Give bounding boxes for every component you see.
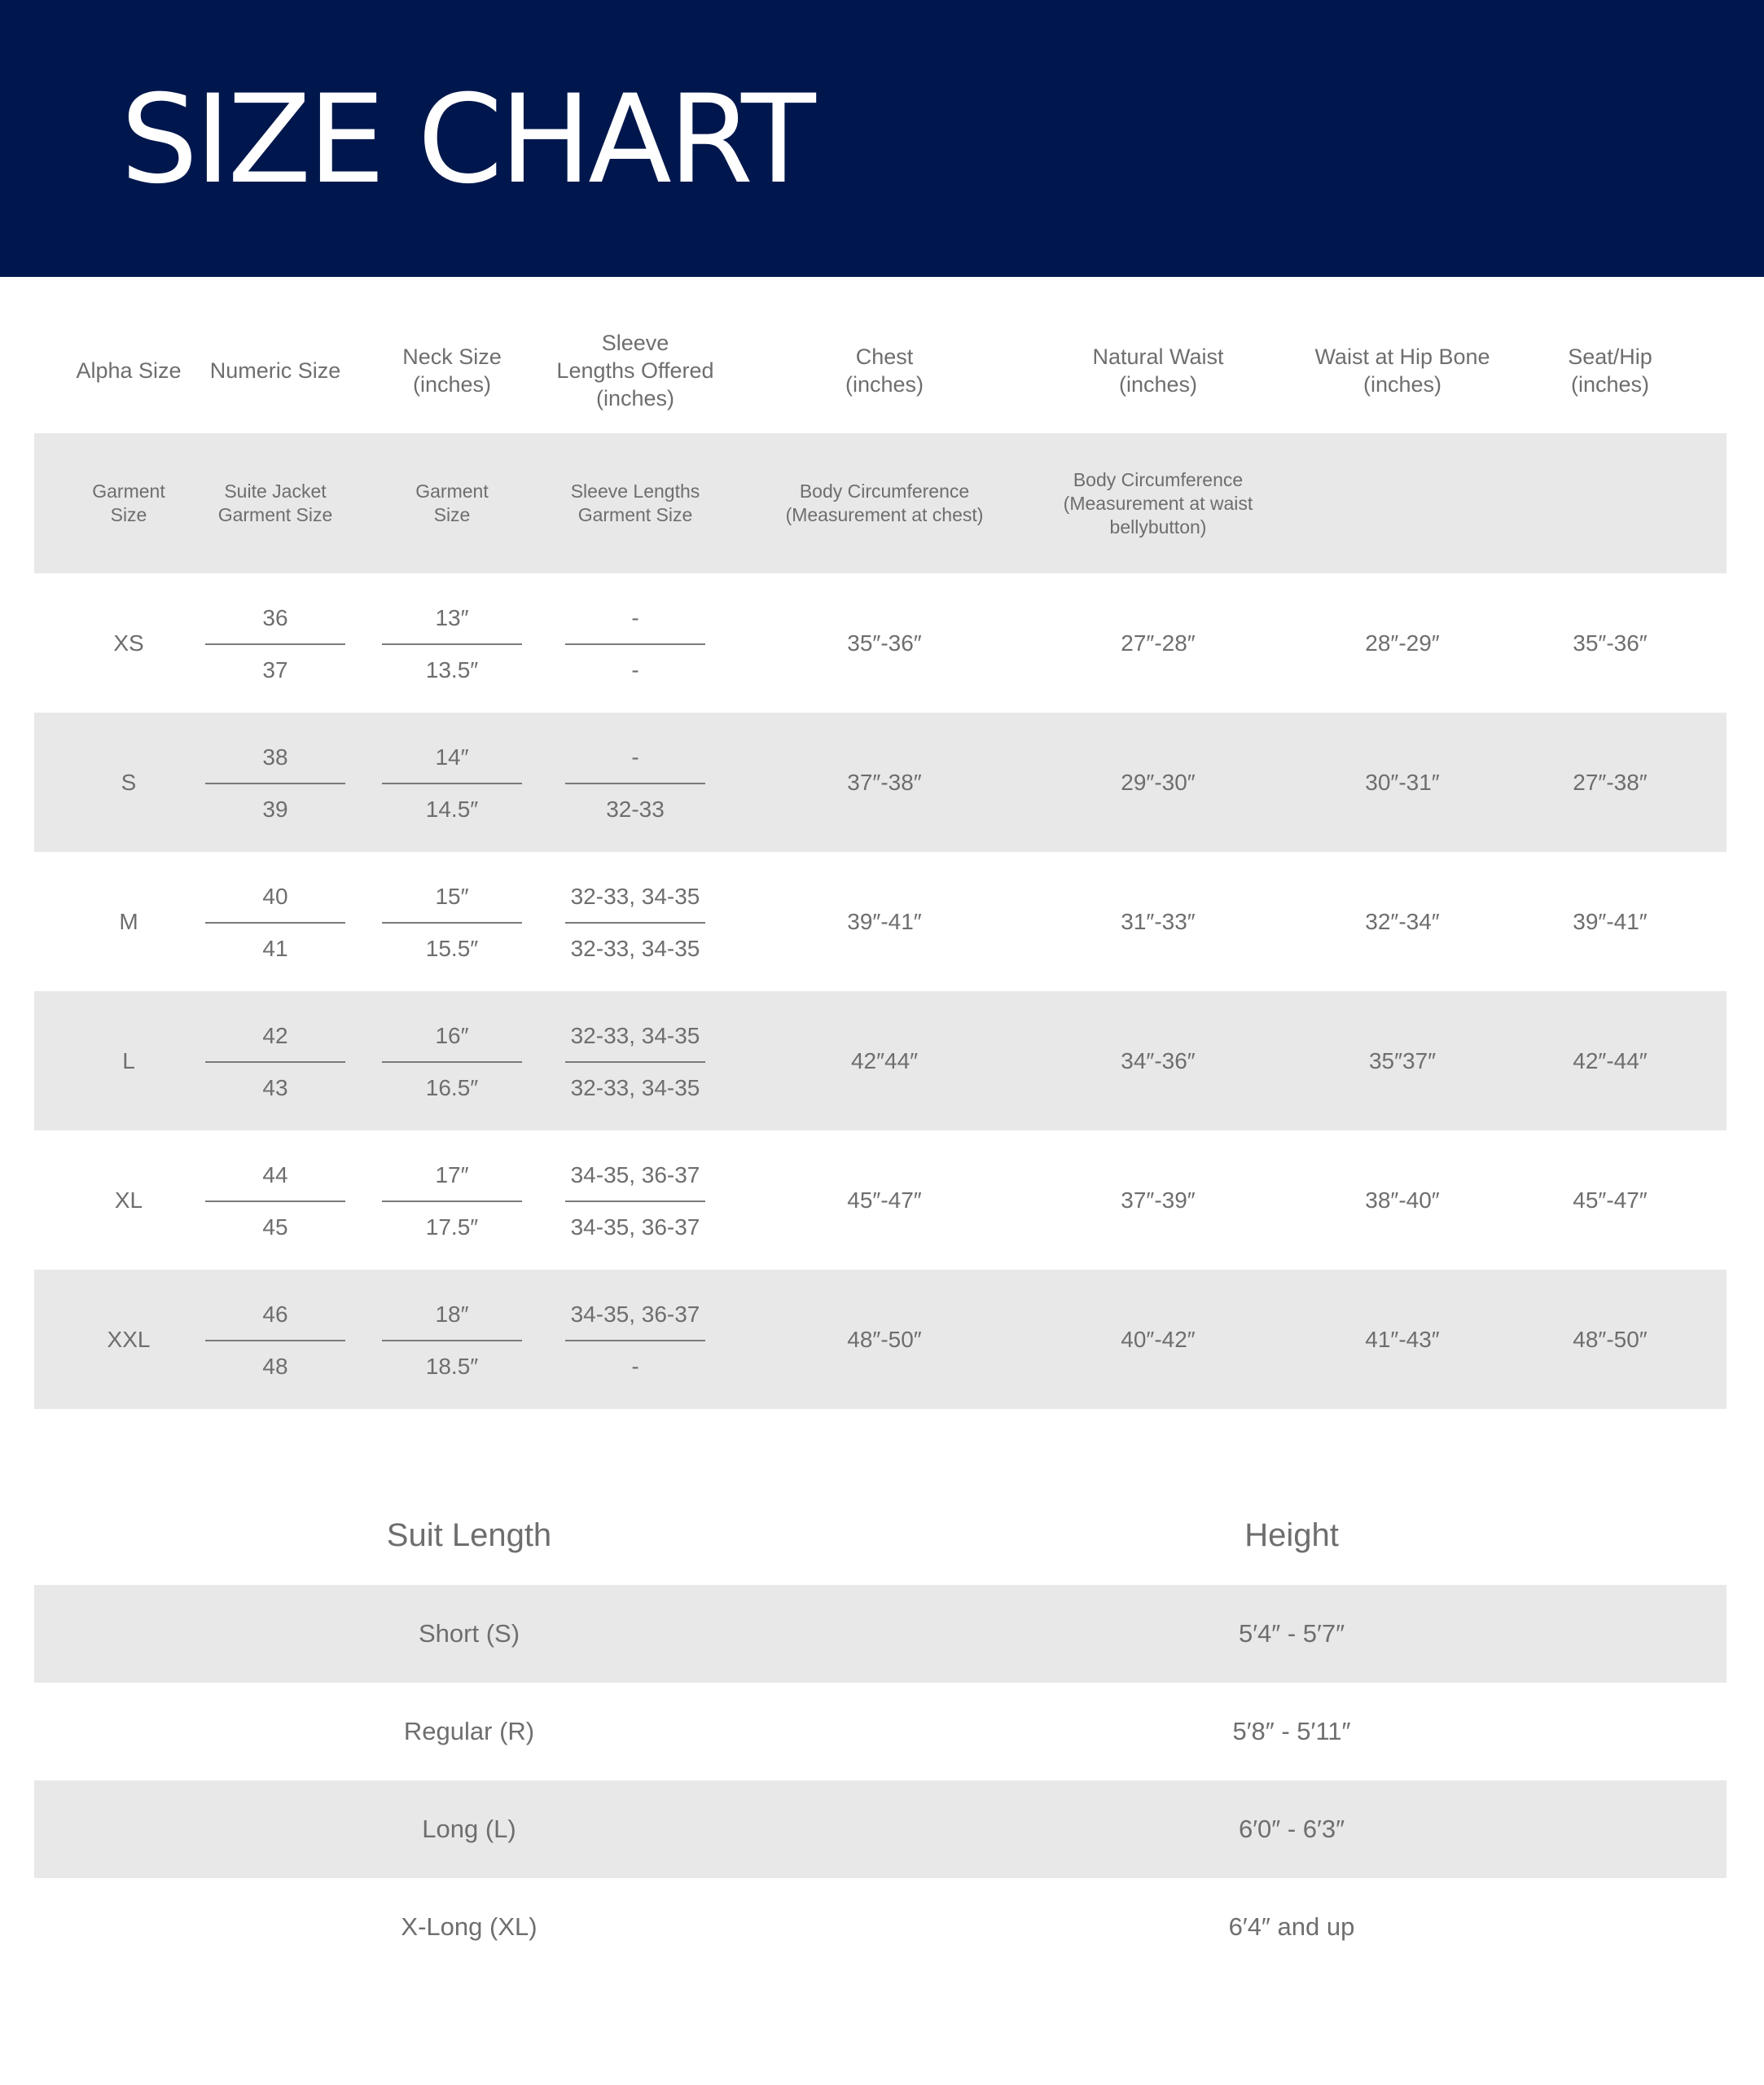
size-pair-sleeve xyxy=(542,1022,728,1102)
size-pair-sleeve xyxy=(542,1301,728,1380)
column-subheader: Garment Size xyxy=(92,481,165,525)
cell-height: 5′8″ - 5′11″ xyxy=(1232,1717,1351,1745)
size-pair-numeric xyxy=(195,883,355,963)
cell-seat-hip: 42″-44″ xyxy=(1573,1047,1648,1073)
column-header: Sleeve Lengths Offered (inches) xyxy=(556,331,714,410)
cell-chest: 39″-41″ xyxy=(847,908,922,934)
cell-natural-waist: 29″-30″ xyxy=(1121,769,1196,795)
divider-line xyxy=(565,783,705,784)
cell-hip-bone: 38″-40″ xyxy=(1365,1187,1440,1213)
size-pair-top: 42 xyxy=(262,1022,288,1048)
divider-line xyxy=(565,1340,705,1341)
size-pair-bottom: 14.5″ xyxy=(425,796,479,822)
size-pair-top: 18″ xyxy=(435,1301,469,1327)
divider-line xyxy=(205,922,345,924)
size-pair-bottom: 32-33, 34-35 xyxy=(570,935,700,961)
size-pair-sleeve xyxy=(542,604,728,684)
size-pair-bottom: 43 xyxy=(262,1074,288,1100)
size-pair-bottom: 37 xyxy=(262,656,288,683)
column-subheader: Body Circumference (Measurement at chest) xyxy=(785,481,984,525)
cell-alpha: L xyxy=(122,1047,135,1073)
divider-line xyxy=(565,1061,705,1063)
size-pair-numeric xyxy=(195,744,355,823)
size-pair-top: 38 xyxy=(262,744,288,770)
cell-natural-waist: 34″-36″ xyxy=(1121,1047,1196,1073)
size-pair-top: 32-33, 34-35 xyxy=(570,1022,700,1048)
cell-alpha: S xyxy=(121,769,137,795)
divider-line xyxy=(565,1201,705,1202)
size-pair-top: 34-35, 36-37 xyxy=(570,1301,700,1327)
size-pair-neck xyxy=(371,1301,533,1380)
column-subheader: Suite Jacket Garment Size xyxy=(217,481,333,525)
size-pair-bottom: 17.5″ xyxy=(425,1214,479,1240)
size-pair-numeric xyxy=(195,1301,355,1380)
cell-length: Long (L) xyxy=(422,1815,516,1843)
size-pair-top: - xyxy=(631,744,639,770)
page-title: SIZE CHART xyxy=(121,69,813,211)
height-header: Height xyxy=(1244,1517,1339,1553)
column-header: Natural Waist (inches) xyxy=(1092,345,1224,397)
cell-alpha: M xyxy=(119,908,138,934)
divider-line xyxy=(382,1340,522,1341)
size-pair-top: 13″ xyxy=(435,604,469,630)
divider-line xyxy=(382,1061,522,1063)
divider-line xyxy=(205,1061,345,1063)
size-pair-bottom: 45 xyxy=(262,1214,288,1240)
size-pair-neck xyxy=(371,883,533,963)
size-pair-numeric xyxy=(195,604,355,684)
size-pair-bottom: 48 xyxy=(262,1353,288,1379)
column-header: Waist at Hip Bone (inches) xyxy=(1314,345,1490,397)
cell-chest: 45″-47″ xyxy=(847,1187,922,1213)
cell-natural-waist: 27″-28″ xyxy=(1121,630,1196,656)
cell-hip-bone: 41″-43″ xyxy=(1365,1326,1440,1352)
size-pair-top: 16″ xyxy=(435,1022,469,1048)
cell-seat-hip: 45″-47″ xyxy=(1573,1187,1648,1213)
size-pair-top: 34-35, 36-37 xyxy=(570,1161,700,1187)
divider-line xyxy=(565,922,705,924)
size-pair-top: 32-33, 34-35 xyxy=(570,883,700,909)
size-pair-bottom: 32-33 xyxy=(606,796,665,822)
size-pair-top: 36 xyxy=(262,604,288,630)
suit-length-header: Suit Length xyxy=(386,1517,552,1553)
size-pair-bottom: 16.5″ xyxy=(425,1074,479,1100)
cell-seat-hip: 48″-50″ xyxy=(1573,1326,1648,1352)
size-pair-top: - xyxy=(631,604,639,630)
size-pair-bottom: - xyxy=(631,656,639,683)
size-pair-numeric xyxy=(195,1022,355,1102)
size-pair-neck xyxy=(371,1161,533,1241)
cell-seat-hip: 27″-38″ xyxy=(1573,769,1648,795)
cell-hip-bone: 28″-29″ xyxy=(1365,630,1440,656)
size-pair-bottom: - xyxy=(631,1353,639,1379)
size-pair-sleeve xyxy=(542,883,728,963)
cell-chest: 48″-50″ xyxy=(847,1326,922,1352)
divider-line xyxy=(205,643,345,645)
size-pair-bottom: 15.5″ xyxy=(425,935,479,961)
column-header: Neck Size (inches) xyxy=(402,345,502,397)
size-pair-top: 14″ xyxy=(435,744,469,770)
size-pair-sleeve xyxy=(542,1161,728,1241)
cell-hip-bone: 32″-34″ xyxy=(1365,908,1440,934)
cell-hip-bone: 30″-31″ xyxy=(1365,769,1440,795)
cell-length: Regular (R) xyxy=(403,1717,535,1745)
column-header: Numeric Size xyxy=(209,358,341,383)
column-subheader: Body Circumference (Measurement at waist bellybutton) xyxy=(1063,468,1253,538)
divider-line xyxy=(565,643,705,645)
size-pair-bottom: 41 xyxy=(262,935,288,961)
size-pair-top: 46 xyxy=(262,1301,288,1327)
divider-line xyxy=(382,1201,522,1202)
cell-natural-waist: 40″-42″ xyxy=(1121,1326,1196,1352)
divider-line xyxy=(382,783,522,784)
column-subheader: Sleeve Lengths Garment Size xyxy=(570,481,700,525)
divider-line xyxy=(205,1201,345,1202)
size-pair-bottom: 34-35, 36-37 xyxy=(570,1214,700,1240)
cell-seat-hip: 39″-41″ xyxy=(1573,908,1648,934)
size-pair-neck xyxy=(371,604,533,684)
size-pair-sleeve xyxy=(542,744,728,823)
cell-length: Short (S) xyxy=(418,1619,520,1648)
cell-height: 5′4″ - 5′7″ xyxy=(1238,1619,1345,1648)
size-pair-bottom: 39 xyxy=(262,796,288,822)
cell-seat-hip: 35″-36″ xyxy=(1573,630,1648,656)
cell-chest: 35″-36″ xyxy=(847,630,922,656)
cell-height: 6′4″ and up xyxy=(1228,1912,1355,1941)
divider-line xyxy=(382,922,522,924)
cell-natural-waist: 37″-39″ xyxy=(1121,1187,1196,1213)
cell-alpha: XL xyxy=(114,1187,143,1213)
cell-natural-waist: 31″-33″ xyxy=(1121,908,1196,934)
size-pair-neck xyxy=(371,1022,533,1102)
header-banner xyxy=(0,0,1764,277)
cell-alpha: XS xyxy=(113,630,144,656)
size-pair-neck xyxy=(371,744,533,823)
divider-line xyxy=(205,783,345,784)
divider-line xyxy=(205,1340,345,1341)
cell-chest: 37″-38″ xyxy=(847,769,922,795)
column-header: Alpha Size xyxy=(76,358,182,383)
size-pair-top: 15″ xyxy=(435,883,469,909)
size-pair-numeric xyxy=(195,1161,355,1241)
cell-chest: 42″44″ xyxy=(850,1047,919,1073)
size-pair-bottom: 18.5″ xyxy=(425,1353,479,1379)
cell-hip-bone: 35″37″ xyxy=(1368,1047,1437,1073)
size-pair-bottom: 32-33, 34-35 xyxy=(570,1074,700,1100)
column-header: Seat/Hip (inches) xyxy=(1568,345,1652,397)
size-pair-bottom: 13.5″ xyxy=(425,656,479,683)
column-header: Chest (inches) xyxy=(845,345,924,397)
size-pair-top: 40 xyxy=(262,883,288,909)
column-subheader: Garment Size xyxy=(415,481,489,525)
size-pair-top: 44 xyxy=(262,1161,288,1187)
cell-length: X-Long (XL) xyxy=(401,1912,538,1941)
cell-alpha: XXL xyxy=(107,1326,151,1352)
size-pair-top: 17″ xyxy=(435,1161,469,1187)
cell-height: 6′0″ - 6′3″ xyxy=(1238,1815,1345,1843)
divider-line xyxy=(382,643,522,645)
